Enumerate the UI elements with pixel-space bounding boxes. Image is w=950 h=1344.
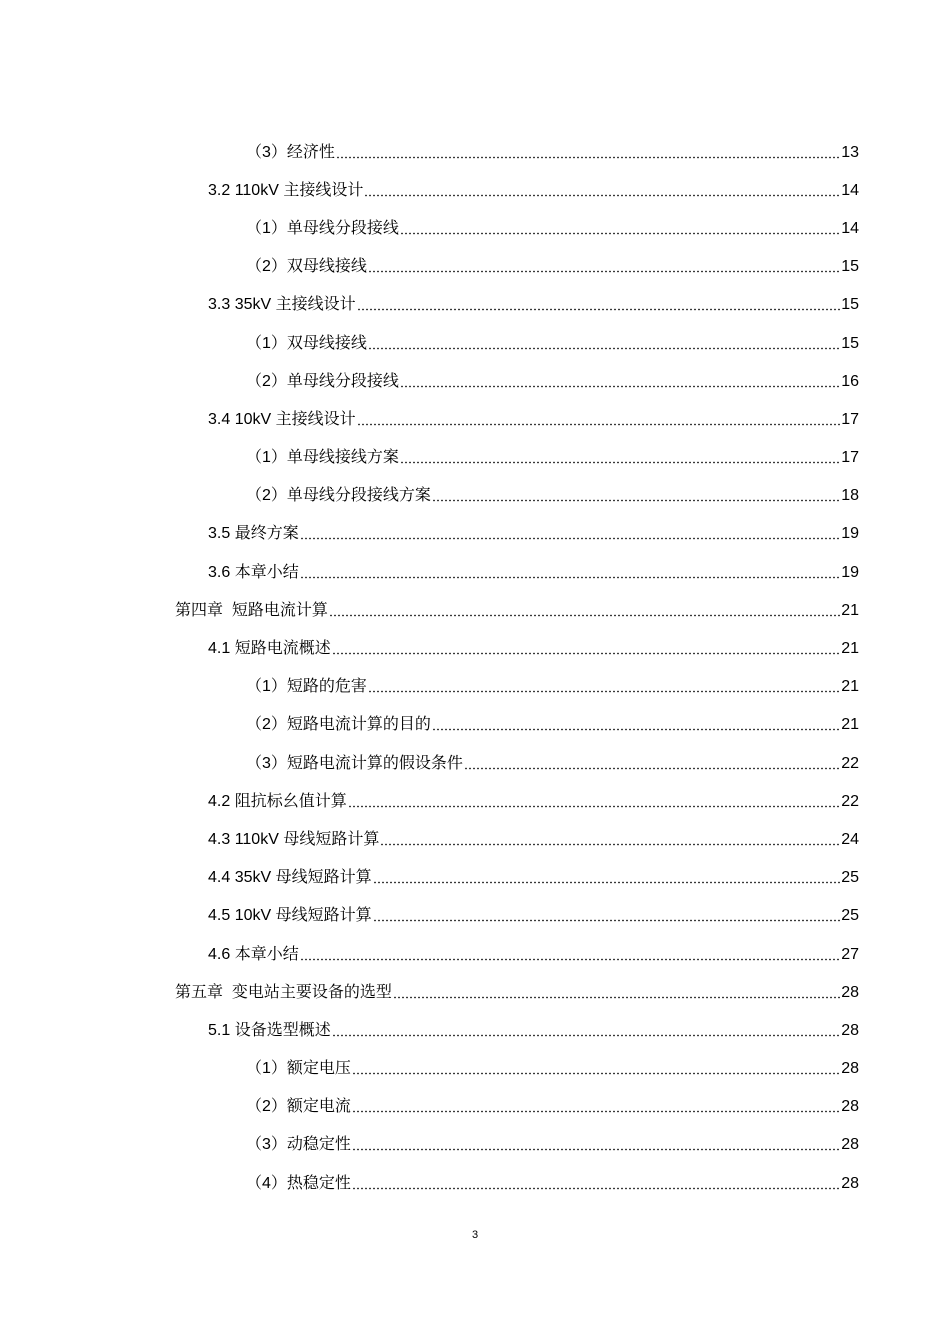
toc-dot-leader	[373, 906, 841, 922]
toc-entry[interactable]	[0, 1086, 950, 1124]
toc-dot-leader	[329, 601, 840, 617]
toc-entry[interactable]	[0, 742, 950, 780]
page-number: 3	[471, 1229, 479, 1241]
toc-entry-page: 28	[841, 1174, 859, 1192]
toc-entry[interactable]	[0, 704, 950, 742]
toc-entry[interactable]	[0, 360, 950, 398]
toc-entry-title: （2）单母线分段接线方案	[246, 487, 431, 505]
toc-dot-leader	[352, 1059, 840, 1075]
toc-dot-leader	[400, 448, 840, 464]
toc-entry[interactable]	[0, 475, 950, 513]
toc-entry-title: （1）额定电压	[246, 1060, 351, 1078]
toc-entry[interactable]	[0, 207, 950, 245]
toc-dot-leader	[300, 563, 841, 579]
toc-entry-page: 13	[841, 143, 859, 161]
toc-entry[interactable]	[0, 513, 950, 551]
toc-entry-title: （2）双母线接线	[246, 258, 367, 276]
toc-entry-page: 28	[841, 1136, 859, 1154]
toc-entry-page: 18	[841, 487, 859, 505]
toc-dot-leader	[380, 830, 840, 846]
toc-entry[interactable]	[0, 1162, 950, 1200]
toc-entry-page: 28	[841, 1021, 859, 1039]
toc-entry[interactable]	[0, 551, 950, 589]
toc-entry[interactable]	[0, 1124, 950, 1162]
toc-entry[interactable]	[0, 895, 950, 933]
toc-entry[interactable]	[0, 780, 950, 818]
toc-entry-page: 27	[841, 945, 859, 963]
toc-entry-title: （3）动稳定性	[246, 1136, 351, 1154]
table-of-contents	[0, 131, 950, 1200]
toc-entry[interactable]	[0, 971, 950, 1009]
toc-entry[interactable]	[0, 246, 950, 284]
toc-dot-leader	[400, 372, 840, 388]
toc-entry-title: 4.1 短路电流概述	[208, 640, 331, 658]
toc-entry-title: 3.4 10kV 主接线设计	[208, 410, 356, 428]
toc-dot-leader	[368, 257, 840, 273]
toc-entry[interactable]	[0, 131, 950, 169]
toc-entry[interactable]	[0, 398, 950, 436]
toc-entry[interactable]	[0, 169, 950, 207]
toc-entry[interactable]	[0, 857, 950, 895]
toc-dot-leader	[364, 181, 840, 197]
toc-entry-title: 3.5 最终方案	[208, 525, 299, 543]
toc-entry-title: 3.3 35kV 主接线设计	[208, 296, 356, 314]
toc-dot-leader	[464, 754, 840, 770]
toc-entry-title: 4.5 10kV 母线短路计算	[208, 907, 372, 925]
toc-entry-page: 25	[841, 869, 859, 887]
toc-entry-page: 14	[841, 181, 859, 199]
toc-dot-leader	[300, 524, 841, 540]
toc-dot-leader	[352, 1174, 840, 1190]
toc-entry[interactable]	[0, 818, 950, 856]
toc-dot-leader	[373, 868, 841, 884]
toc-entry[interactable]	[0, 627, 950, 665]
toc-dot-leader	[368, 334, 840, 350]
toc-entry-page: 28	[841, 1098, 859, 1116]
toc-entry-page: 21	[841, 601, 859, 619]
toc-entry-page: 28	[841, 983, 859, 1001]
toc-entry[interactable]	[0, 933, 950, 971]
toc-entry-title: （2）单母线分段接线	[246, 372, 399, 390]
toc-dot-leader	[357, 295, 841, 311]
toc-entry-title: （3）短路电流计算的假设条件	[246, 754, 463, 772]
toc-entry-title: （2）短路电流计算的目的	[246, 716, 431, 734]
toc-entry-title: 4.3 110kV 母线短路计算	[208, 830, 380, 848]
toc-entry-title: 4.6 本章小结	[208, 945, 299, 963]
toc-entry-page: 24	[841, 830, 859, 848]
toc-dot-leader	[332, 1021, 841, 1037]
toc-entry-page: 19	[841, 563, 859, 581]
toc-entry-page: 14	[841, 219, 859, 237]
toc-entry-page: 17	[841, 410, 859, 428]
toc-dot-leader	[300, 945, 841, 961]
toc-entry[interactable]	[0, 437, 950, 475]
toc-entry-title: （1）双母线接线	[246, 334, 367, 352]
toc-entry[interactable]	[0, 284, 950, 322]
toc-dot-leader	[352, 1097, 840, 1113]
toc-entry[interactable]	[0, 666, 950, 704]
toc-entry-page: 15	[841, 334, 859, 352]
toc-entry[interactable]	[0, 589, 950, 627]
toc-entry-title: （1）单母线分段接线	[246, 219, 399, 237]
toc-entry-page: 21	[841, 678, 859, 696]
toc-entry-title: 第四章 短路电流计算	[175, 601, 328, 619]
toc-entry-title: 4.4 35kV 母线短路计算	[208, 869, 372, 887]
toc-entry-title: （4）热稳定性	[246, 1174, 351, 1192]
toc-entry-title: （3）经济性	[246, 143, 335, 161]
toc-entry-title: （1）单母线接线方案	[246, 449, 399, 467]
toc-entry-page: 16	[841, 372, 859, 390]
toc-dot-leader	[393, 983, 840, 999]
toc-entry-page: 19	[841, 525, 859, 543]
toc-entry-page: 15	[841, 258, 859, 276]
toc-entry-page: 25	[841, 907, 859, 925]
toc-entry-page: 17	[841, 449, 859, 467]
toc-entry-title: （1）短路的危害	[246, 678, 367, 696]
toc-entry-page: 28	[841, 1060, 859, 1078]
toc-dot-leader	[352, 1135, 840, 1151]
toc-entry-title: （2）额定电流	[246, 1098, 351, 1116]
toc-entry-page: 21	[841, 716, 859, 734]
toc-entry-title: 3.6 本章小结	[208, 563, 299, 581]
toc-entry-title: 第五章 变电站主要设备的选型	[175, 983, 392, 1001]
toc-entry[interactable]	[0, 1009, 950, 1047]
toc-dot-leader	[432, 486, 840, 502]
toc-entry-title: 3.2 110kV 主接线设计	[208, 181, 364, 199]
toc-entry[interactable]	[0, 1048, 950, 1086]
toc-entry-title: 5.1 设备选型概述	[208, 1021, 331, 1039]
toc-dot-leader	[357, 410, 841, 426]
toc-dot-leader	[336, 143, 840, 159]
toc-entry-title: 4.2 阻抗标幺值计算	[208, 792, 347, 810]
toc-entry-page: 22	[841, 754, 859, 772]
toc-entry[interactable]	[0, 322, 950, 360]
toc-dot-leader	[432, 715, 840, 731]
toc-entry-page: 22	[841, 792, 859, 810]
toc-dot-leader	[332, 639, 841, 655]
toc-entry-page: 15	[841, 296, 859, 314]
toc-entry-page: 21	[841, 640, 859, 658]
toc-dot-leader	[348, 792, 841, 808]
toc-dot-leader	[400, 219, 840, 235]
toc-dot-leader	[368, 677, 840, 693]
